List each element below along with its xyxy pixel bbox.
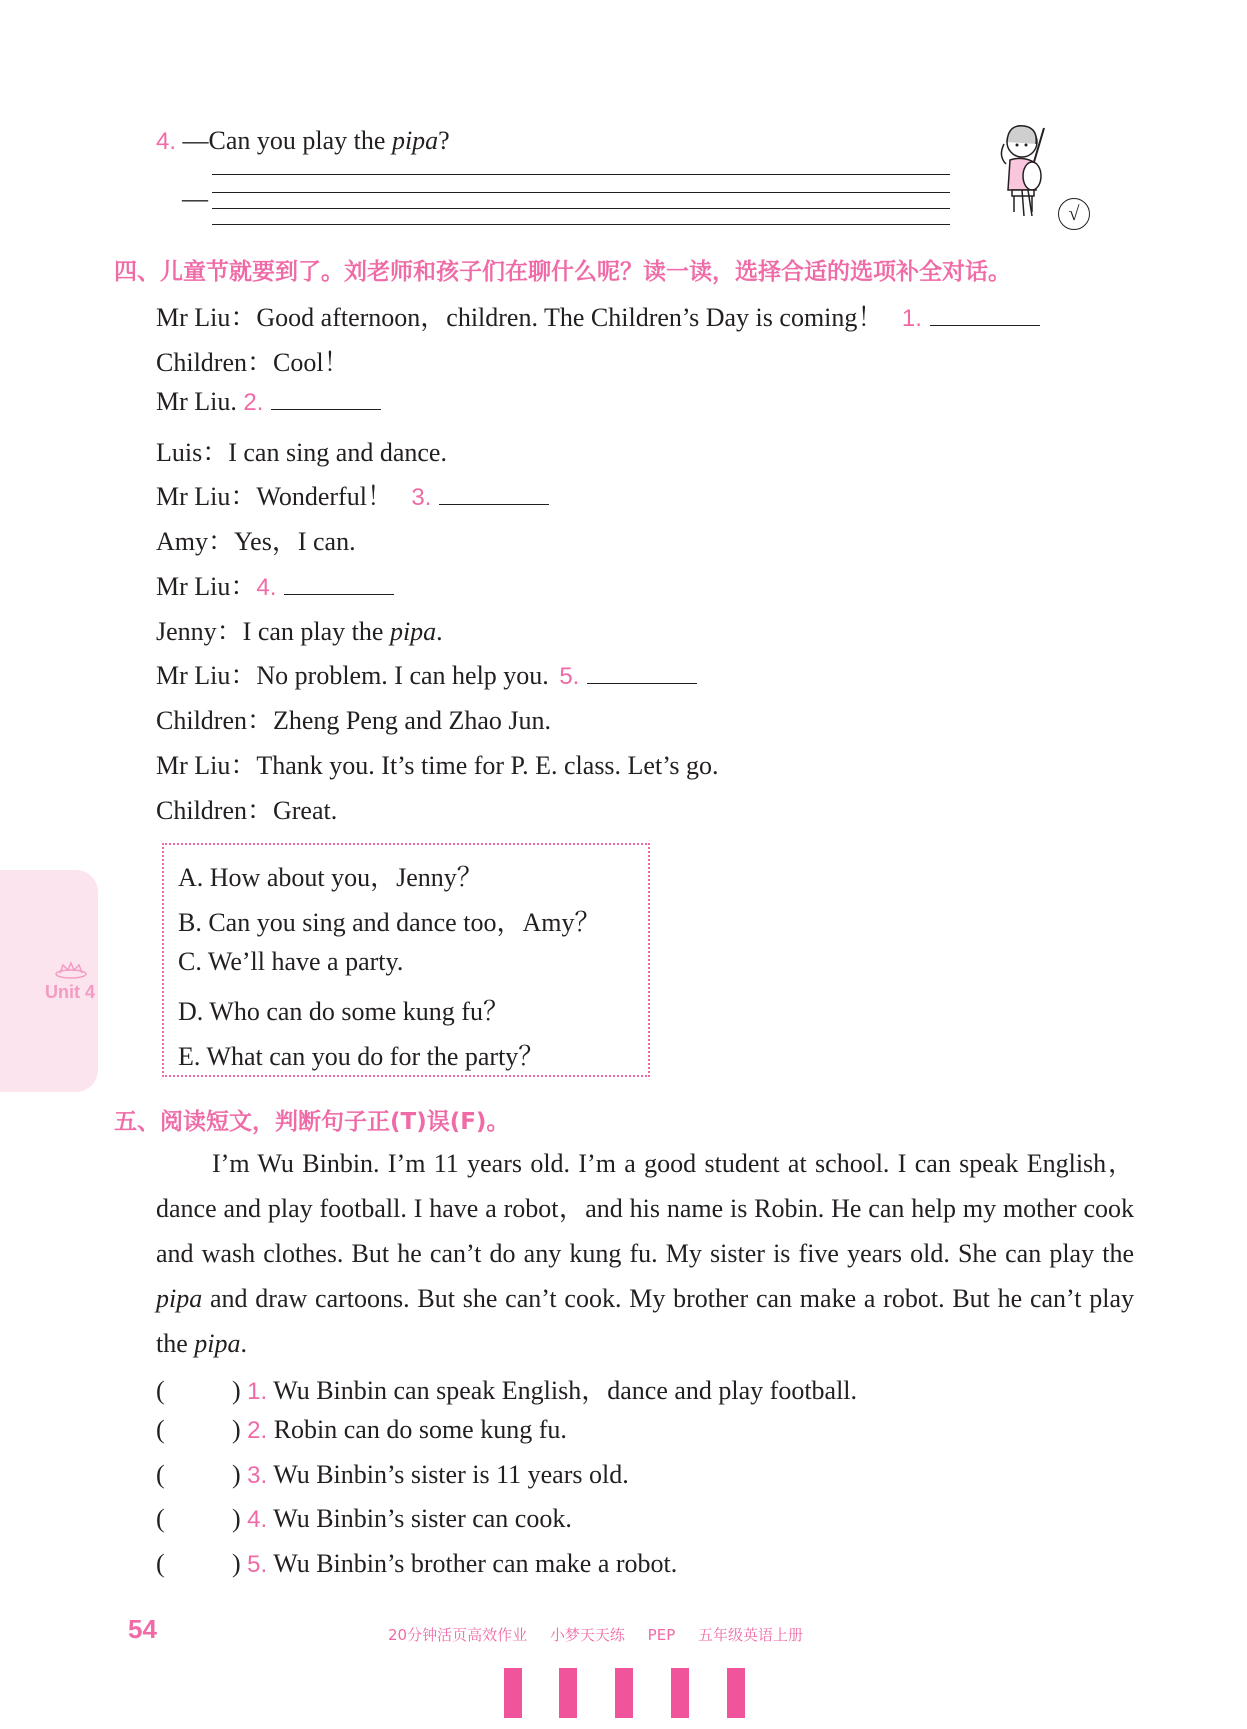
answer-paren-1[interactable] [156,1376,232,1406]
dialogue-line-6 [156,521,356,558]
paren-open: ( [156,1549,165,1578]
unit-side-tab [0,870,98,1092]
q4-prompt-suffix: ? [438,126,450,155]
paren-open: ( [156,1460,165,1489]
dialogue-line-1 [156,297,1040,334]
passage-italic-2: pipa [194,1329,241,1358]
dialogue-text-9: Mr Liu：No problem. I can help you. [156,661,549,690]
answer-paren-4[interactable] [156,1504,232,1534]
footer-brand: 小梦天天练 [549,1626,625,1644]
paren-close: ) [232,1504,241,1533]
dialogue-italic-8: pipa [389,617,437,646]
dialogue-line-7 [156,566,394,603]
dialogue-text-4: Luis：I can sing and dance. [156,438,447,467]
dialogue-line-11 [156,745,719,782]
option-b: B. Can you sing and dance too，Amy？ [178,908,601,937]
statement-text-3: Wu Binbin’s sister is 11 years old. [273,1460,629,1489]
edge-marker-bar [615,1668,633,1718]
dialogue-after-8: . [436,617,443,646]
options-box [162,843,650,1077]
statement-num-4: 4. [247,1506,268,1533]
q4-writing-line-2[interactable] [212,192,950,193]
footer-book: 五年级英语上册 [698,1626,804,1644]
edge-marker-bar [671,1668,689,1718]
option-a: A. How about you，Jenny？ [178,863,483,892]
answer-paren-3[interactable] [156,1460,232,1490]
dialogue-num-5: 3. [411,484,432,511]
page-number: 54 [128,1614,157,1644]
dialogue-text-6: Amy：Yes，I can. [156,527,356,556]
dialogue-num-3: 2. [243,389,264,416]
dialogue-text-5: Mr Liu：Wonderful！ [156,482,393,511]
q4-writing-line-4[interactable] [212,224,950,225]
dialogue-text-8: Jenny：I can play the [156,617,390,646]
dialogue-line-2 [156,342,350,379]
dialogue-line-10 [156,700,551,737]
statement-num-2: 2. [247,1417,268,1444]
dialogue-blank-1[interactable] [930,303,1040,326]
statement-4 [156,1504,572,1534]
dialogue-line-12 [156,790,337,827]
option-e: E. What can you do for the party？ [178,1042,545,1071]
edge-marker-bar [727,1668,745,1718]
statement-num-5: 5. [247,1551,268,1578]
dialogue-blank-5[interactable] [587,661,697,684]
check-mark: √ [1068,203,1080,225]
statement-num-1: 1. [247,1378,268,1405]
dialogue-num-1: 1. [901,305,922,332]
footer-series: 20分钟活页高效作业 [388,1626,528,1644]
dialogue-text-11: Mr Liu：Thank you. It’s time for P. E. class. Let’s go. [156,751,719,780]
girl-pipa-illustration [992,120,1062,222]
paren-close: ) [232,1460,241,1489]
dialogue-text-7: Mr Liu： [156,572,257,601]
edge-marker-bar [504,1668,522,1718]
statement-text-2: Robin can do some kung fu. [273,1415,567,1444]
reading-passage [156,1141,1134,1366]
passage-part-3: . [240,1329,247,1358]
answer-paren-5[interactable] [156,1549,232,1579]
passage-part-1: I’m Wu Binbin. I’m 11 years old. I’m a good student at school. I can speak English，dance and play football. I have a robot，and his name is Robin. He can help my mother cook and wash clothes. But he can’t do any kung fu. My sister is five years old. She can play the [156,1149,1134,1268]
dialogue-text-2: Children：Cool！ [156,348,350,377]
q4-writing-line-1[interactable] [212,174,950,175]
dialogue-text-1: Mr Liu：Good afternoon，children. The Children’s Day is coming！ [156,303,884,332]
passage-italic-1: pipa [156,1284,203,1313]
unit-label: Unit 4 [45,982,96,1002]
statement-2 [156,1415,567,1445]
section4-heading: 四、儿童节就要到了。刘老师和孩子们在聊什么呢？读一读，选择合适的选项补全对话。 [114,259,1011,285]
statement-1 [156,1370,857,1407]
check-mark-circle [1058,198,1090,230]
section5-heading: 五、阅读短文，判断句子正(T)误(F)。 [114,1109,510,1135]
dialogue-blank-4[interactable] [284,572,394,595]
statement-text-5: Wu Binbin’s brother can make a robot. [273,1549,678,1578]
q4-prompt-prefix: —Can you play the [182,126,392,155]
paren-close: ) [232,1549,241,1578]
dialogue-line-8 [156,611,443,648]
dialogue-blank-3[interactable] [439,482,549,505]
q4-answer-dash: — [182,184,208,213]
dialogue-text-10: Children：Zheng Peng and Zhao Jun. [156,706,551,735]
dialogue-num-9: 5. [559,663,580,690]
edge-marker-bar [559,1668,577,1718]
passage-part-2: and draw cartoons. But she can’t cook. My brother can make a robot. But he can’t play the [156,1284,1134,1358]
paren-open: ( [156,1415,165,1444]
q4-writing-line-3[interactable] [212,208,950,209]
footer-info [388,1624,821,1645]
paren-close: ) [232,1415,241,1444]
paren-open: ( [156,1504,165,1533]
statement-text-1: Wu Binbin can speak English，dance and play football. [273,1376,858,1405]
answer-paren-2[interactable] [156,1415,232,1445]
dialogue-text-3: Mr Liu. [156,387,244,416]
dialogue-line-4 [156,432,447,469]
crown-icon [54,961,88,979]
dialogue-num-7: 4. [256,574,277,601]
paren-close: ) [232,1376,241,1405]
paren-open: ( [156,1376,165,1405]
dialogue-line-3 [156,387,381,417]
statement-3 [156,1460,629,1490]
q4-prompt [156,126,450,156]
statement-5 [156,1549,677,1579]
dialogue-blank-2[interactable] [271,387,381,410]
dialogue-line-5 [156,476,549,513]
q4-number: 4. [156,128,177,155]
statement-num-3: 3. [247,1462,268,1489]
statement-text-4: Wu Binbin’s sister can cook. [273,1504,572,1533]
dialogue-line-9 [156,655,697,692]
footer-edition: PEP [647,1626,676,1644]
q4-prompt-italic: pipa [391,126,439,155]
dialogue-text-12: Children：Great. [156,796,338,825]
option-d: D. Who can do some kung fu？ [178,997,509,1026]
option-c: C. We’ll have a party. [178,947,404,976]
